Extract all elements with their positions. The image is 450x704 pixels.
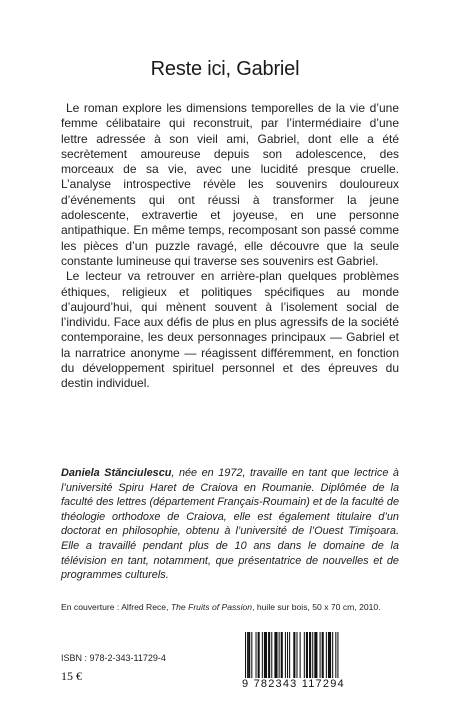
- barcode-digits: 9 782343 117294: [238, 678, 387, 690]
- barcode-bar: [335, 632, 336, 678]
- cover-credit-suffix: , huile sur bois, 50 x 70 cm, 2010.: [252, 602, 381, 612]
- barcode-bar: [293, 632, 295, 678]
- cover-artwork-title: The Fruits of Passion: [170, 602, 253, 612]
- barcode-bar: [300, 632, 301, 678]
- barcode-bar: [304, 632, 305, 678]
- barcode-bar: [296, 632, 297, 678]
- barcode-bar: [268, 632, 270, 678]
- barcode-bar: [320, 632, 321, 678]
- barcode-bar: [285, 632, 286, 678]
- author-bio-text: , née en 1972, travaille en tant que lectrice à l’université Spiru Haret de Craiova en Roumanie. Diplômée de la faculté des lettres (département Français-Roumain) et de la faculté de théologie orthodoxe de Craiova, elle est également titulaire d’un doctorat en philosophie, obtenu à l’université de l’Ouest Timişoara. Elle a travaillé pendant plus de 10 ans dans le domaine de la télévision en tant, notamment, que présentatrice de nouvelles et de programmes culturels.: [61, 467, 399, 582]
- barcode-bar: [306, 632, 308, 678]
- author-bio: [61, 466, 399, 583]
- barcode-bar: [332, 632, 333, 678]
- barcode-bar: [328, 632, 331, 678]
- barcode-bar: [287, 632, 288, 678]
- isbn: ISBN : 978-2-343-11729-4: [61, 653, 166, 663]
- barcode-bar: [281, 632, 283, 678]
- barcode-bar: [262, 632, 263, 678]
- barcode-bar: [271, 632, 272, 678]
- barcode-bar: [279, 632, 280, 678]
- barcode-bar: [322, 632, 324, 678]
- barcode-bar: [251, 632, 252, 678]
- cover-credit-prefix: En couverture : Alfred Rece,: [61, 602, 171, 612]
- barcode-bar: [289, 632, 290, 678]
- barcode-bar: [314, 632, 317, 678]
- barcode-bar: [309, 632, 311, 678]
- author-name: Daniela Stănciulescu: [61, 467, 172, 479]
- barcode-bar: [326, 632, 327, 678]
- barcode-bar: [245, 632, 246, 678]
- barcode-bar: [248, 632, 250, 678]
- synopsis: [61, 101, 399, 392]
- barcode-bar: [274, 632, 277, 678]
- barcode-bar: [337, 632, 338, 678]
- barcode-bar: [312, 632, 313, 678]
- barcode-bar: [256, 632, 257, 678]
- cover-credit: [61, 602, 421, 612]
- barcode-bar: [258, 632, 260, 678]
- book-title: Reste ici, Gabriel: [150, 58, 300, 80]
- barcode-bar: [247, 632, 248, 678]
- synopsis-paragraph: Le roman explore les dimensions temporelles de la vie d’une femme célibataire qui reconstruit, par l’intermédiaire d’une lettre adressée à son vieil ami, Gabriel, dont elle a été secrètement amoureuse depuis son adolescence, des morceaux de sa vie, avec une lucidité presque cruelle. L’analyse introspective révèle les souvenirs douloureux d’événements qui ont réussi à transformer la jeune adolescente, extravertie et joyeuse, en une personne antipathique. En même temps, recomposant son passé comme les pièces d’un puzzle ravagé, elle découvre que la seule constante lumineuse qui traverse ses souvenirs est Gabriel.: [61, 101, 399, 268]
- synopsis-paragraph: Le lecteur va retrouver en arrière-plan quelques problèmes éthiques, religieux et politiques spécifiques au monde d’aujourd’hui, qui mènent souvent à l’isolement social de l’individu. Face aux défis de plus en plus agressifs de la société contemporaine, les deux personnages principaux — Gabriel et la narratrice anonyme — réagissent différemment, en fonction du développement spirituel personnel et des épreuves du destin individuel.: [61, 269, 399, 391]
- price: 15 €: [61, 669, 82, 683]
- barcode-bar: [264, 632, 267, 678]
